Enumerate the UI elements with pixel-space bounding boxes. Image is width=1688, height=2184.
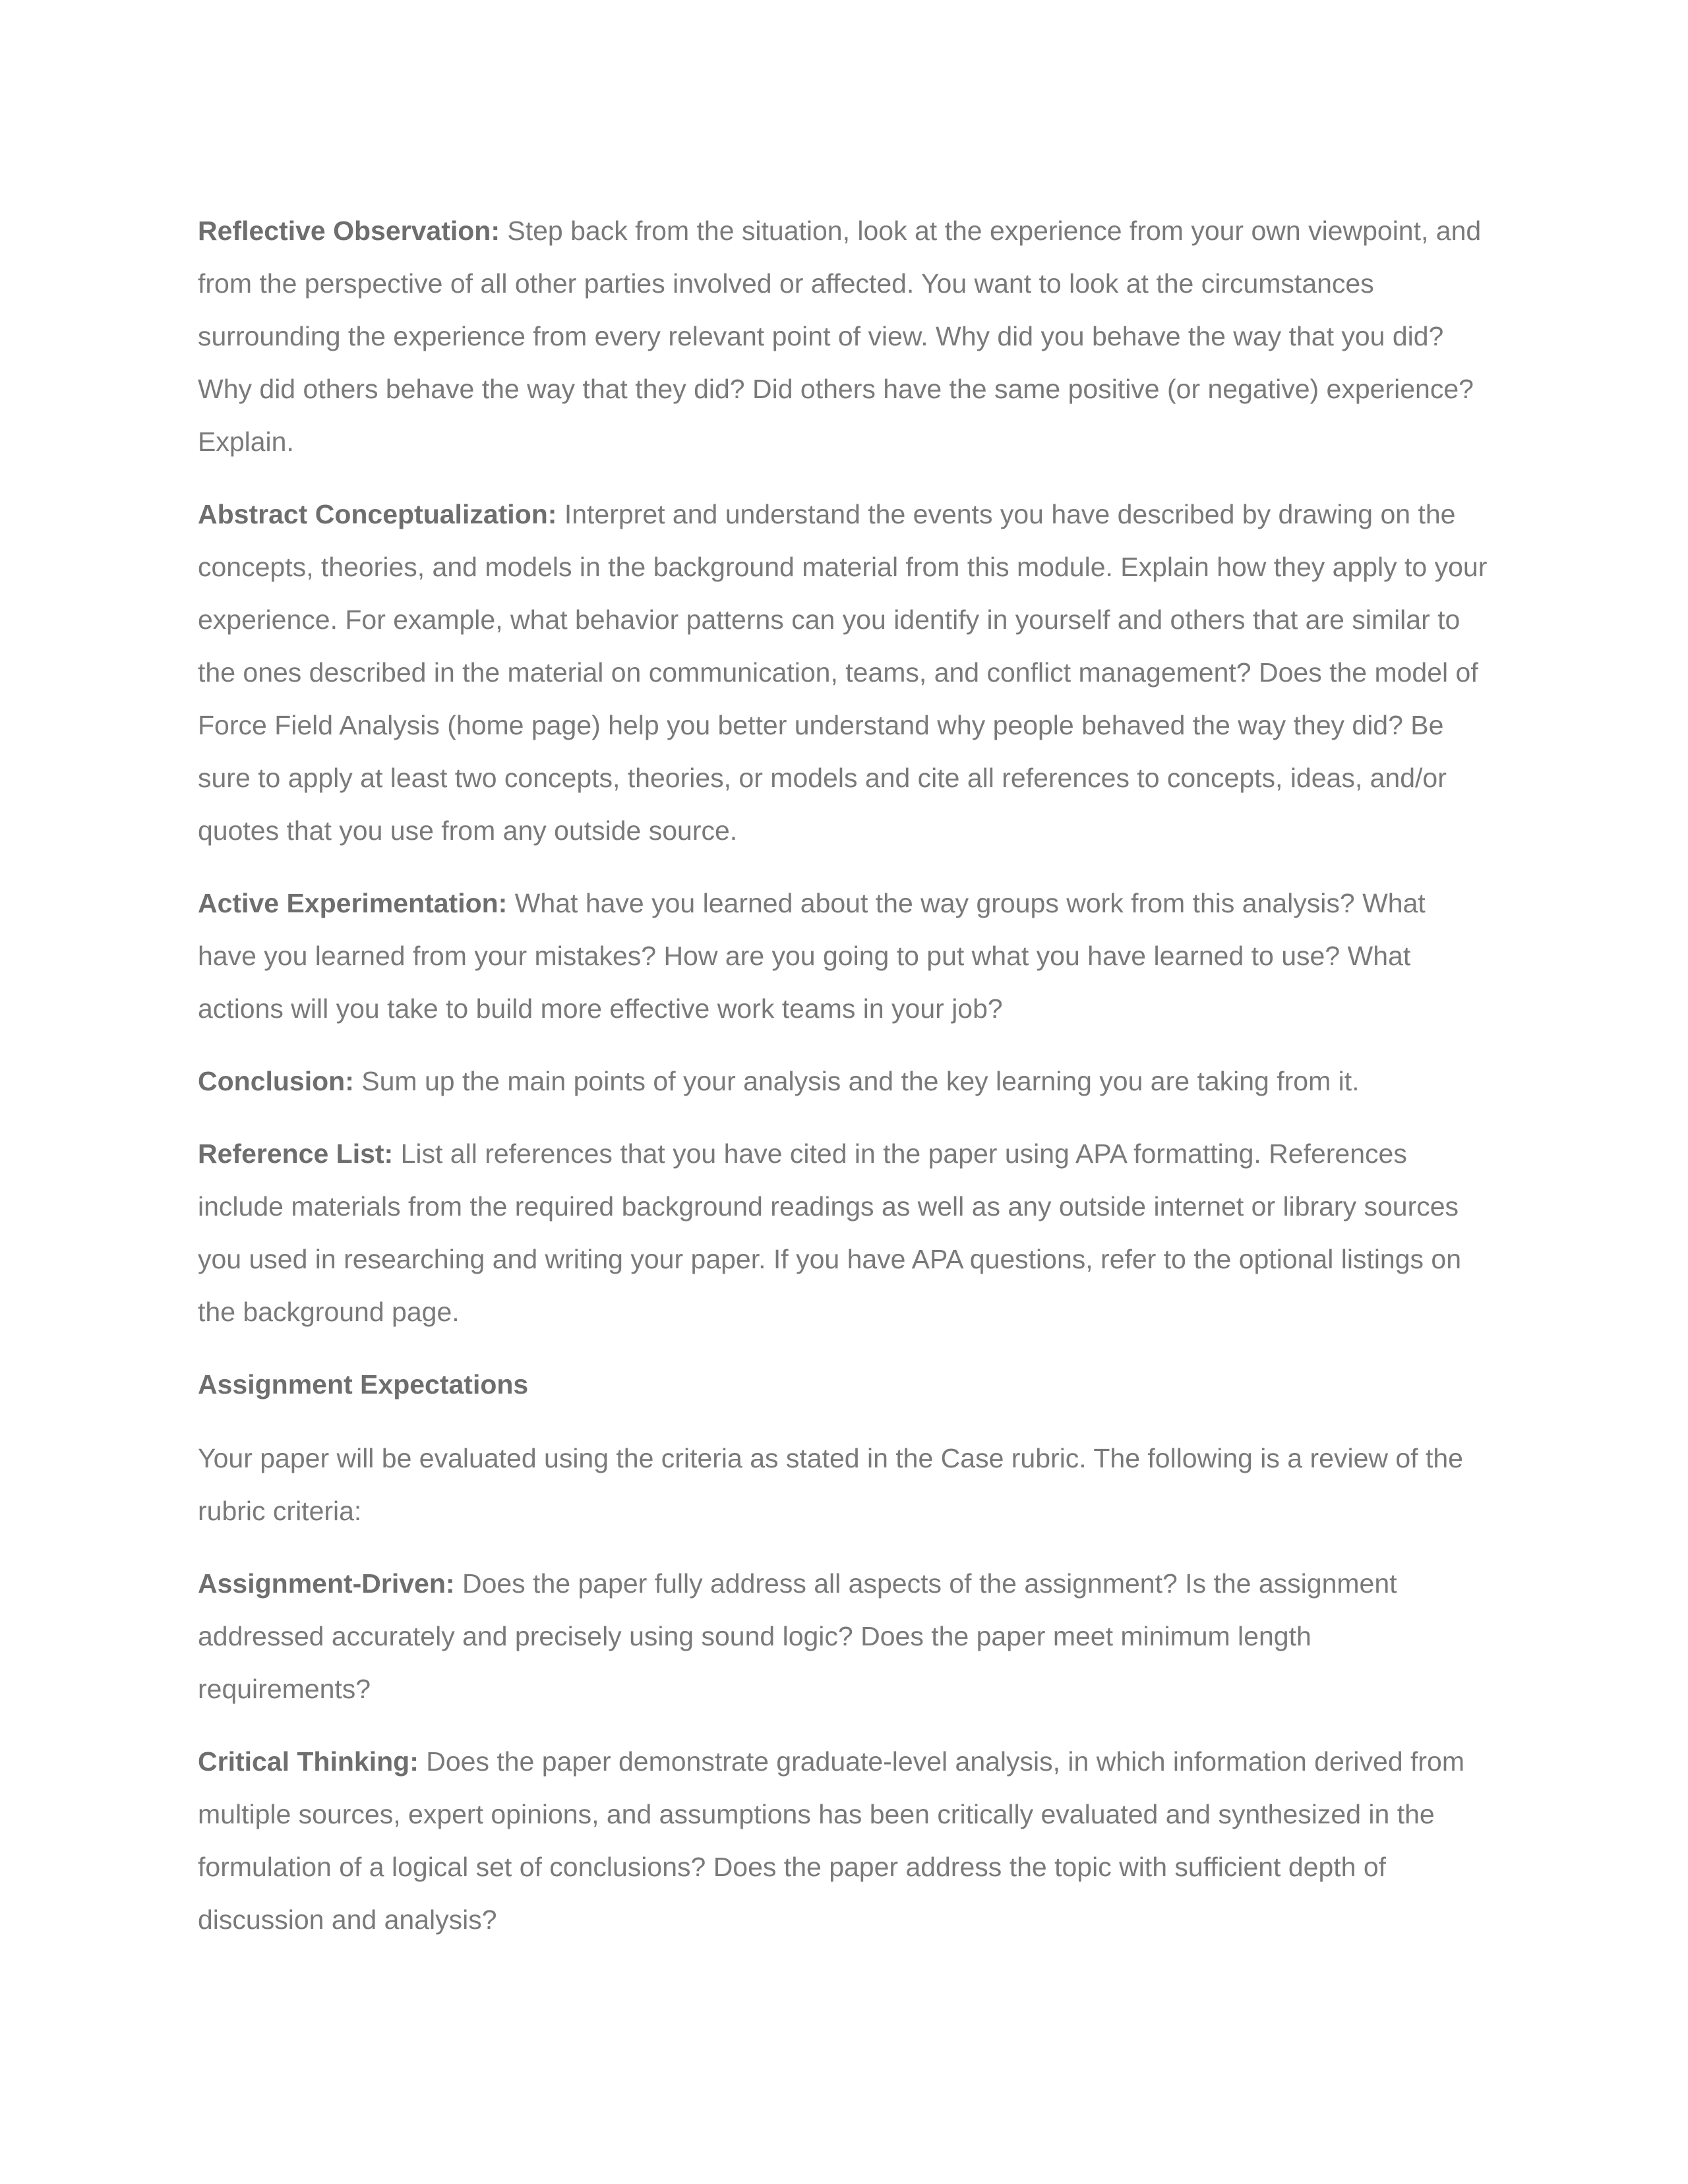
reflective-observation-term: Reflective Observation: (198, 216, 500, 246)
critical-thinking-paragraph (198, 1735, 1490, 1946)
expectations-intro-paragraph: Your paper will be evaluated using the criteria as stated in the Case rubric. The following is a review of the rubric criteria: (198, 1443, 1463, 1526)
assignment-expectations-heading: Assignment Expectations (198, 1369, 529, 1400)
critical-thinking-term: Critical Thinking: (198, 1746, 419, 1777)
conclusion-text: Sum up the main points of your analysis and the key learning you are taking from it. (353, 1066, 1360, 1096)
reference-list-paragraph (198, 1127, 1490, 1338)
conclusion-paragraph (198, 1055, 1490, 1107)
reflective-observation-paragraph (198, 204, 1490, 468)
critical-thinking-text: Does the paper demonstrate graduate-level analysis, in which information derived from multiple sources, expert opinions, and assumptions has been critically evaluated and synthesized in the formulation of a logical set of conclusions? Does the paper address the topic with sufficient depth of discussion and analysis? (198, 1746, 1465, 1935)
document-page (198, 204, 1490, 1966)
abstract-conceptualization-text: Interpret and understand the events you have described by drawing on the concepts, theories, and models in the background material from this module. Explain how they apply to your experience. For example, what behavior patterns can you identify in yourself and others that are similar to the ones described in the material on communication, teams, and conflict management? Does the model of Force Field Analysis (home page) help you better understand why people behaved the way they did? Be sure to apply at least two concepts, theories, or models and cite all references to concepts, ideas, and/or quotes that you use from any outside source. (198, 499, 1488, 846)
active-experimentation-term: Active Experimentation: (198, 888, 508, 918)
reference-list-text: List all references that you have cited in the paper using APA formatting. References include materials from the required background readings as well as any outside internet or library sources you used in researching and writing your paper. If you have APA questions, refer to the optional listings on the background page. (198, 1138, 1462, 1327)
assignment-driven-term: Assignment-Driven: (198, 1568, 455, 1599)
active-experimentation-text: What have you learned about the way groups work from this analysis? What have you learned from your mistakes? How are you going to put what you have learned to use? What actions will you take to build more effective work teams in your job? (198, 888, 1426, 1024)
abstract-conceptualization-paragraph (198, 488, 1490, 857)
assignment-driven-paragraph (198, 1557, 1490, 1715)
reference-list-term: Reference List: (198, 1138, 394, 1169)
reflective-observation-text: Step back from the situation, look at the experience from your own viewpoint, and from the perspective of all other parties involved or affected. You want to look at the circumstances surrounding the experience from every relevant point of view. Why did you behave the way that you did? Why did others behave the way that they did? Did others have the same positive (or negative) experience? Explain. (198, 216, 1482, 457)
active-experimentation-paragraph (198, 877, 1490, 1035)
assignment-driven-text: Does the paper fully address all aspects of the assignment? Is the assignment addressed accurately and precisely using sound logic? Does the paper meet minimum length requirements? (198, 1568, 1397, 1704)
abstract-conceptualization-term: Abstract Conceptualization: (198, 499, 557, 529)
conclusion-term: Conclusion: (198, 1066, 354, 1096)
